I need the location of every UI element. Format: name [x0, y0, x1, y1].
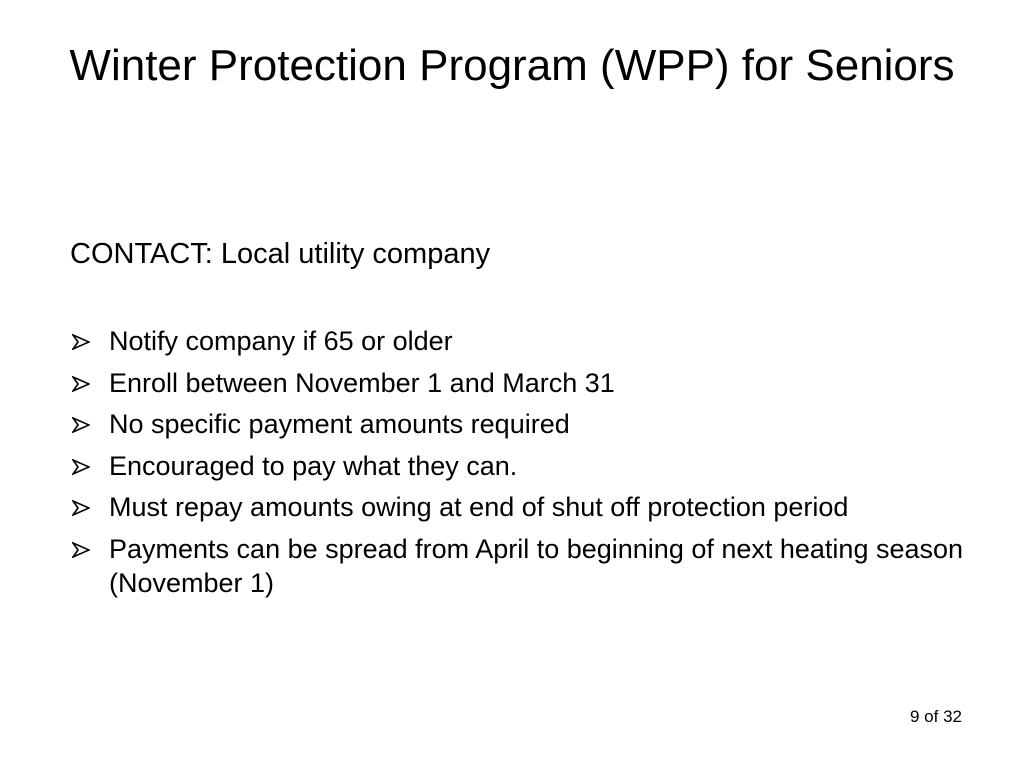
arrowhead-bullet-icon	[72, 334, 90, 350]
bullet-item	[70, 366, 990, 400]
arrowhead-bullet-icon	[72, 417, 90, 433]
bullet-text: Payments can be spread from April to beginning of next heating season (November 1)	[109, 533, 964, 598]
slide-title: Winter Protection Program (WPP) for Seniors	[69, 41, 955, 90]
bullet-item	[70, 324, 990, 358]
bullet-item	[70, 407, 990, 441]
bullet-text: Encouraged to pay what they can.	[109, 450, 518, 481]
bullet-item	[70, 490, 990, 524]
arrowhead-bullet-icon	[72, 542, 90, 558]
bullet-text: Notify company if 65 or older	[109, 326, 453, 356]
arrowhead-bullet-icon	[72, 459, 90, 475]
bullet-text: Must repay amounts owing at end of shut off protection period	[109, 492, 849, 522]
page-number: 9 of 32	[910, 707, 962, 726]
bullet-text: No specific payment amounts required	[109, 409, 570, 439]
bullet-text: Enroll between November 1 and March 31	[109, 367, 615, 398]
bullet-list	[70, 324, 990, 607]
bullet-item	[70, 449, 990, 483]
arrowhead-bullet-icon	[72, 500, 90, 516]
arrowhead-bullet-icon	[72, 376, 90, 392]
bullet-item	[70, 532, 990, 600]
contact-line: CONTACT: Local utility company	[70, 238, 491, 270]
